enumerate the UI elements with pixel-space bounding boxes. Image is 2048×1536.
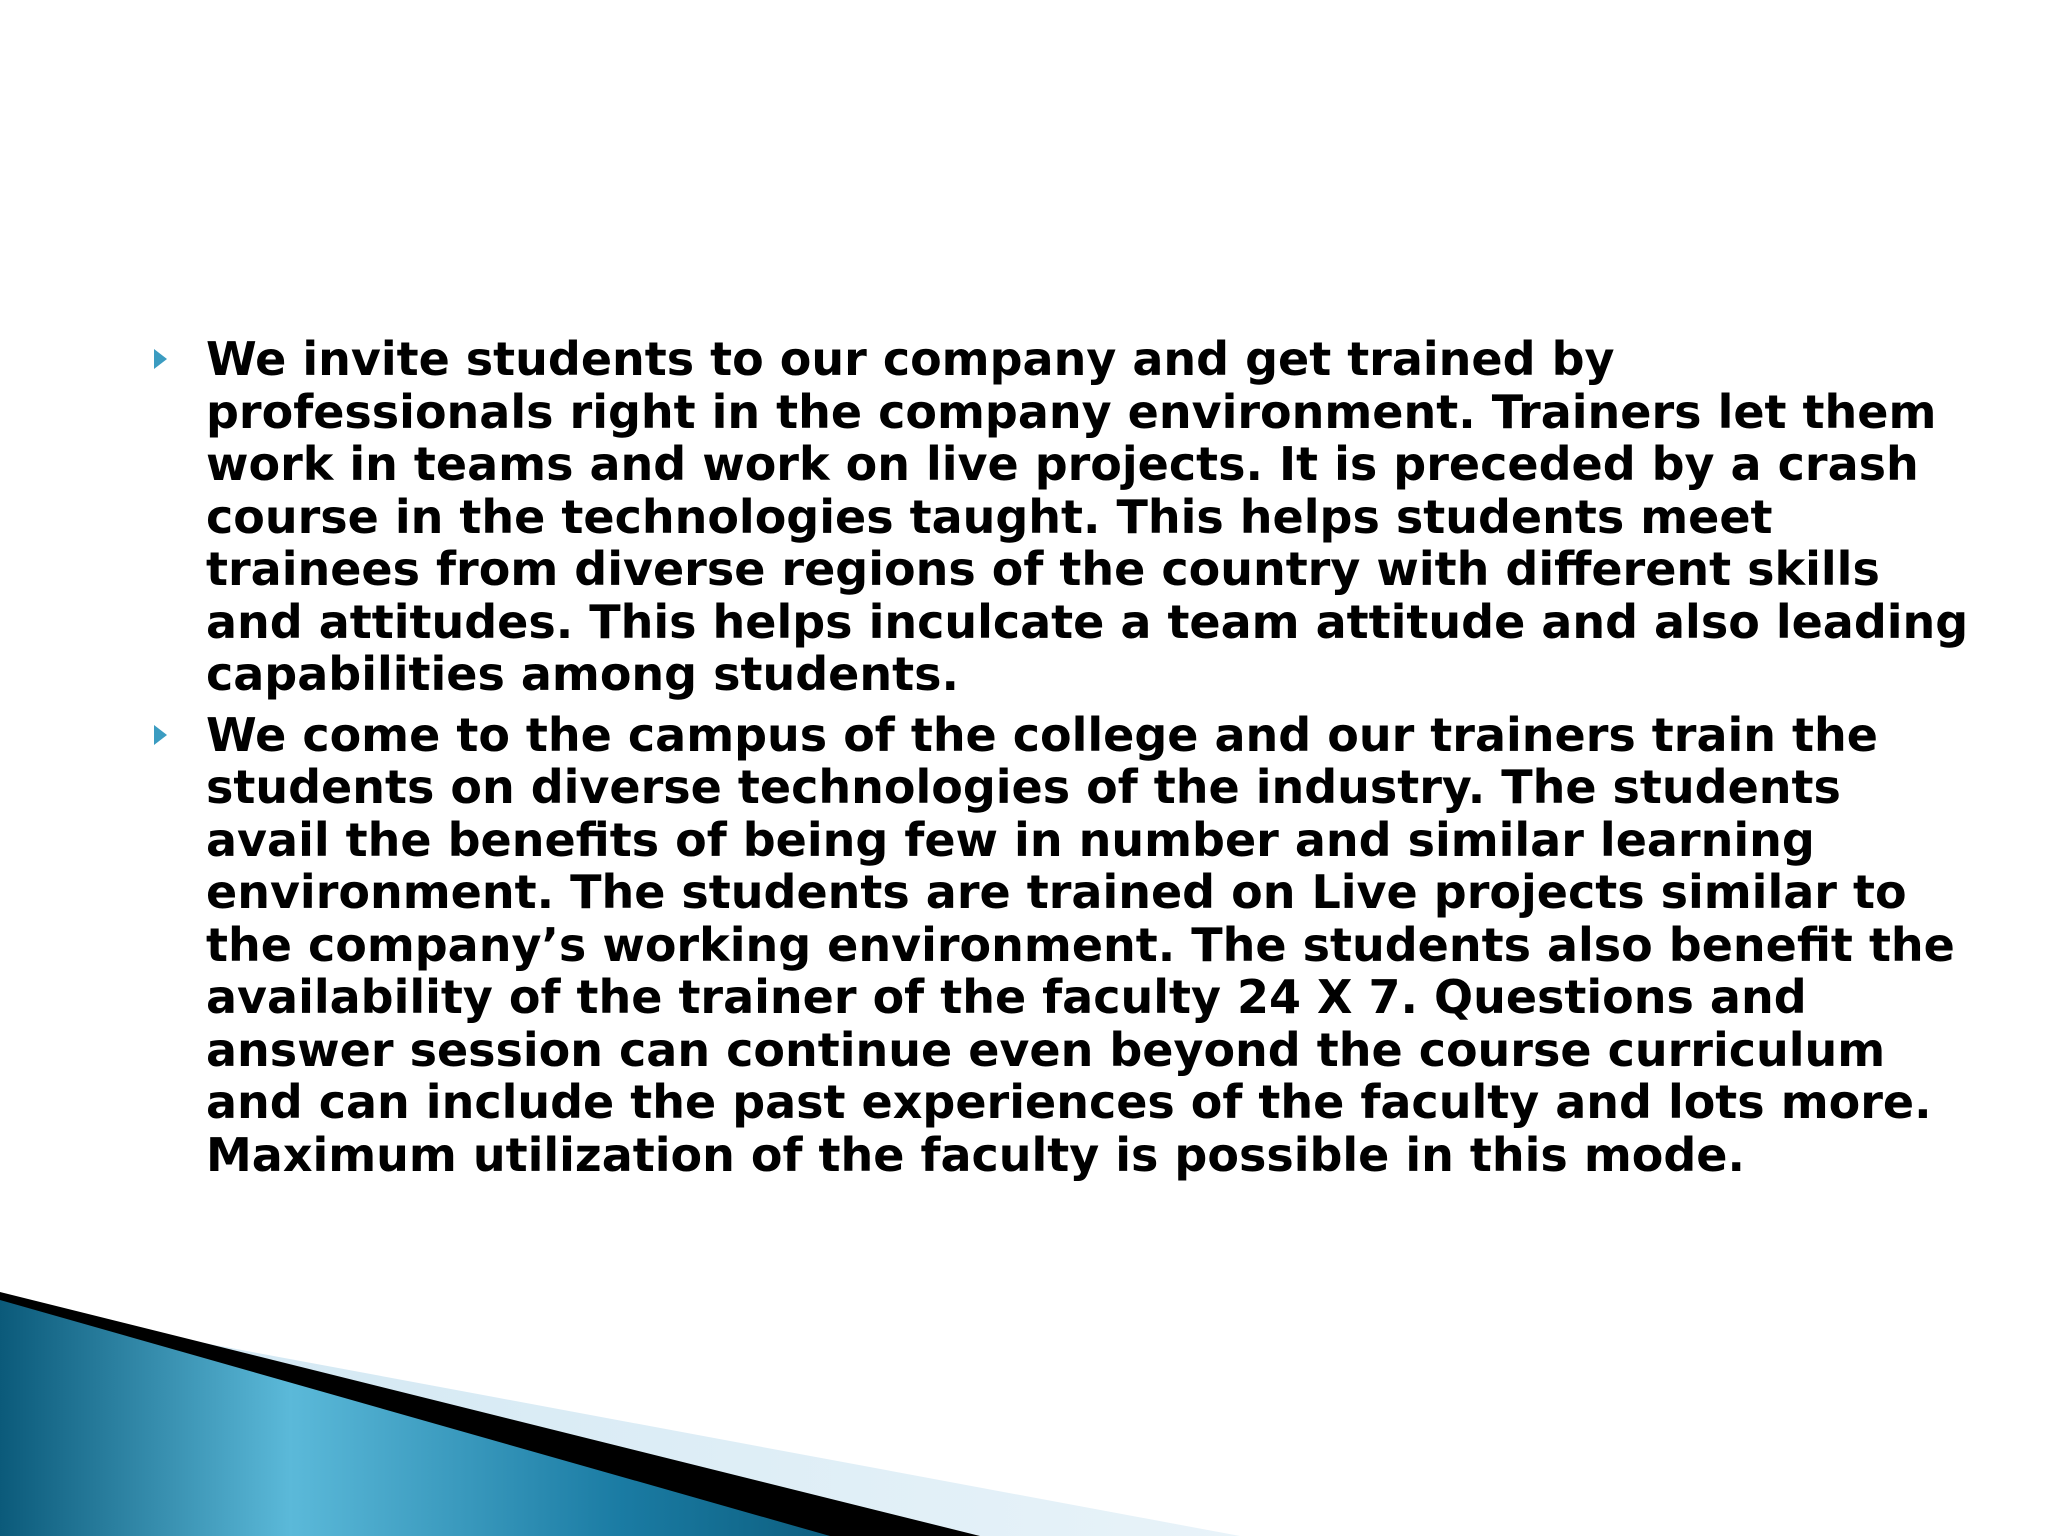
bullet-text: We come to the campus of the college and our trainers train the students on diverse technologies of the industry. The students avail the benefits of being few in number and similar learning environment. The students are trained on Live projects similar to the company’s working environment. The students also benefit the availability of the trainer of the faculty 24 X 7. Questions and answer session can continue even beyond the course curriculum and can include the past experiences of the faculty and lots more. Maximum utilization of the faculty is possible in this mode. xyxy=(206,707,1955,1182)
triangle-right-icon xyxy=(154,725,167,745)
triangle-right-icon xyxy=(154,349,167,369)
bullet-item-1 xyxy=(140,333,1970,701)
slide-body xyxy=(140,333,1970,1189)
bullet-list xyxy=(140,333,1970,1181)
bullet-item-2 xyxy=(140,709,1970,1182)
bullet-text: We invite students to our company and get trained by professionals right in the company environment. Trainers let them work in teams and work on live projects. It is preceded by a crash course in the technologies taught. This helps students meet trainees from diverse regions of the country with different skills and attitudes. This helps inculcate a team attitude and also leading capabilities among students. xyxy=(206,332,1969,701)
